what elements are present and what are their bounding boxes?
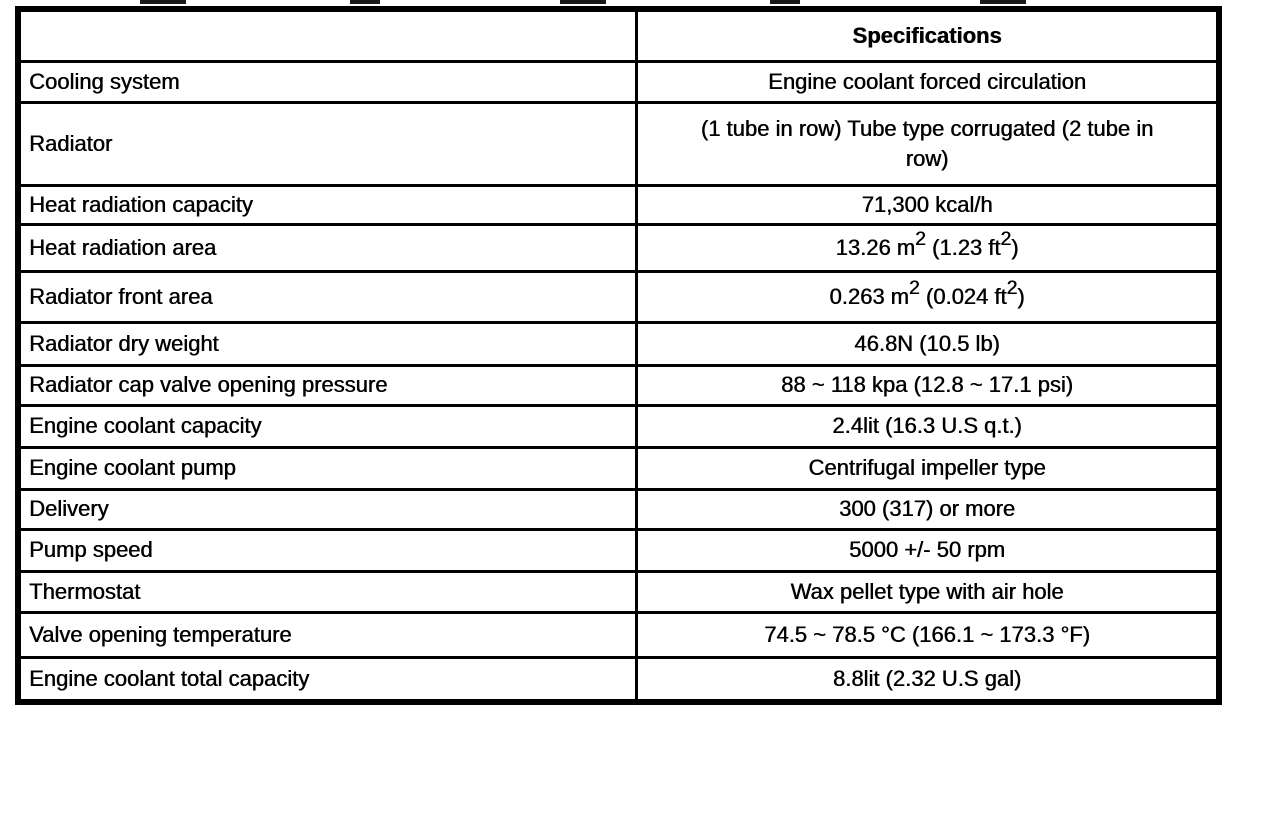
spec-value-text: (0.024 ft <box>919 283 1007 309</box>
spec-label-cell: Radiator cap valve opening pressure <box>18 365 637 405</box>
superscript-2: 2 <box>1006 277 1018 300</box>
spec-value-cell: Wax pellet type with air hole <box>637 571 1220 612</box>
spec-value-cell: 88 ~ 118 kpa (12.8 ~ 17.1 psi) <box>637 365 1220 405</box>
table-row <box>18 365 1219 405</box>
spec-label-cell: Thermostat <box>18 571 637 612</box>
specifications-header: Specifications <box>637 9 1220 61</box>
spec-value-cell: 71,300 kcal/h <box>637 185 1220 224</box>
spec-label-cell: Engine coolant total capacity <box>18 657 637 702</box>
spec-value-text: ) <box>1017 283 1025 309</box>
table-row <box>18 489 1219 529</box>
spec-value-cell: 300 (317) or more <box>637 489 1220 529</box>
table-row <box>18 102 1219 185</box>
spec-label-cell: Engine coolant pump <box>18 447 637 489</box>
table-row <box>18 529 1219 571</box>
table-row <box>18 657 1219 702</box>
superscript-2: 2 <box>915 228 926 251</box>
specifications-table <box>15 6 1222 705</box>
spec-label-cell: Delivery <box>18 489 637 529</box>
spec-value-text: ) <box>1011 234 1019 260</box>
spec-value-text: 0.263 m <box>829 283 909 309</box>
spec-label-cell: Radiator dry weight <box>18 322 637 365</box>
spec-value-cell <box>637 224 1220 271</box>
spec-value-text: (1 tube in row) Tube type corrugated (2 tube in row) <box>700 115 1154 171</box>
spec-label-cell: Engine coolant capacity <box>18 405 637 447</box>
spec-value-cell: Engine coolant forced circulation <box>637 61 1220 102</box>
spec-value-text: (1.23 ft <box>925 234 1001 260</box>
table-row <box>18 612 1219 657</box>
spec-value-cell: 2.4lit (16.3 U.S q.t.) <box>637 405 1220 447</box>
table-row <box>18 224 1219 271</box>
spec-label-cell: Valve opening temperature <box>18 612 637 657</box>
table-row <box>18 447 1219 489</box>
spec-value-cell <box>637 102 1220 185</box>
spec-value-cell: 5000 +/- 50 rpm <box>637 529 1220 571</box>
spec-label-cell: Pump speed <box>18 529 637 571</box>
table-row <box>18 271 1219 322</box>
spec-label-cell: Cooling system <box>18 61 637 102</box>
table-header-row <box>18 9 1219 61</box>
table-row <box>18 571 1219 612</box>
superscript-2: 2 <box>1000 228 1012 251</box>
spec-value-cell: 46.8N (10.5 lb) <box>637 322 1220 365</box>
spec-value-cell: 8.8lit (2.32 U.S gal) <box>637 657 1220 702</box>
table-row <box>18 61 1219 102</box>
table-row <box>18 405 1219 447</box>
spec-value-cell: 74.5 ~ 78.5 °C (166.1 ~ 173.3 °F) <box>637 612 1220 657</box>
spec-value-cell <box>637 271 1220 322</box>
spec-label-cell: Radiator front area <box>18 271 637 322</box>
table-row <box>18 322 1219 365</box>
spec-label-cell: Heat radiation capacity <box>18 185 637 224</box>
spec-value-cell: Centrifugal impeller type <box>637 447 1220 489</box>
header-empty-cell <box>18 9 637 61</box>
spec-label-cell: Radiator <box>18 102 637 185</box>
scan-artifact-line <box>140 0 1150 4</box>
superscript-2: 2 <box>908 277 920 300</box>
spec-value-text: 13.26 m <box>835 234 915 260</box>
spec-label-cell: Heat radiation area <box>18 224 637 271</box>
table-row <box>18 185 1219 224</box>
